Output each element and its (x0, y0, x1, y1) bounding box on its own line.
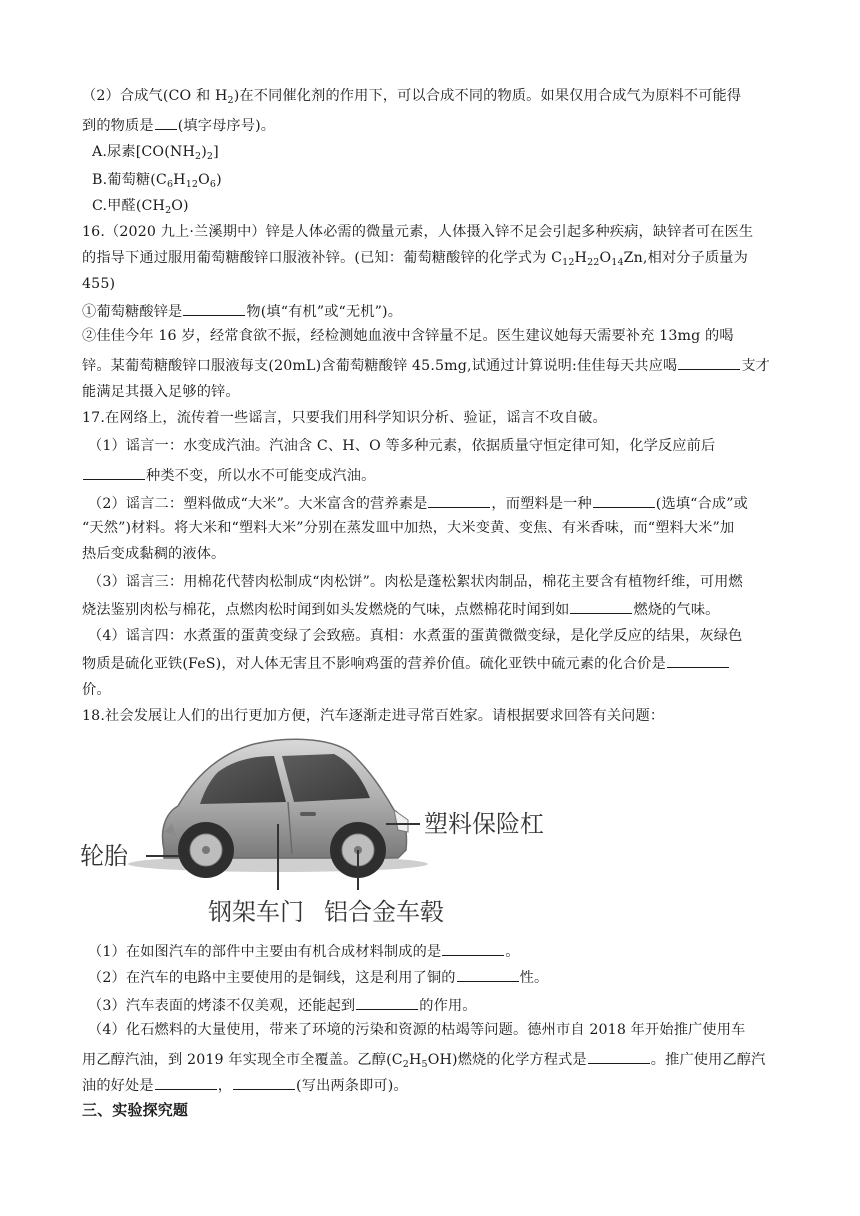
label-tire: 轮胎 (80, 842, 128, 870)
car-figure (68, 732, 568, 932)
q17-3-line2: 烧法鉴别肉松与棉花，点燃肉松时闻到如头发燃烧的气味，点燃棉花时闻到如 燃烧的气味。 (82, 598, 720, 620)
rear-wheel (178, 822, 234, 878)
q18-4-line2: 用乙醇汽油，到 2019 年实现全市全覆盖。乙醇$(C_2H_5OH)$燃烧的化学方程式是 。推广使用乙醇汽 (82, 1048, 765, 1070)
option-b: B.葡萄糖$(C_6H_{12}O_6)$ (92, 172, 222, 190)
answer-blank[interactable] (588, 1048, 650, 1064)
answer-blank[interactable] (570, 598, 632, 614)
q15-2-line1: （2）合成气(CO 和 $H_2$)在不同催化剂的作用下，可以合成不同的物质。如果仅用合成气为原料不可能得 (82, 88, 742, 106)
answer-blank[interactable] (356, 994, 418, 1010)
answer-blank[interactable] (667, 652, 729, 668)
answer-blank[interactable] (183, 300, 245, 316)
answer-blank[interactable] (83, 464, 145, 480)
answer-blank[interactable] (428, 492, 490, 508)
q16-item2-line3: 能满足其摄入足够的锌。 (82, 384, 240, 400)
q16-item2-line2: 锌。某葡萄糖酸锌口服液每支(20mL)含葡萄糖酸锌 45.5mg,试通过计算说明:佳佳每天共应喝 支才 (82, 354, 770, 376)
answer-blank[interactable] (442, 940, 504, 956)
q18-1: （1）在如图汽车的部件中主要由有机合成材料制成的是 。 (88, 940, 520, 962)
q17-2-line1: （2）谣言二：塑料做成“大米”。大米富含的营养素是 ，而塑料是一种 (选填“合成”或 (88, 492, 748, 514)
answer-blank[interactable] (155, 1074, 217, 1090)
q17-2-line3: 热后变成黏稠的液体。 (82, 546, 226, 562)
q17-1-line2: 种类不变，所以水不可能变成汽油。 (82, 464, 375, 486)
label-door: 钢架车门 (208, 898, 304, 926)
q15-2-line2: 到的物质是 (填字母序号)。 (82, 114, 275, 136)
q18-2: （2）在汽车的电路中主要使用的是铜线，这是利用了铜的 性。 (88, 966, 548, 988)
q16-line1: 16.（2020 九上·兰溪期中）锌是人体必需的微量元素，人体摄入锌不足会引起多种疾病，缺锌者可在医生 (82, 224, 754, 240)
q16-item2-line1: ②佳佳今年 16 岁，经常食欲不振，经检测她血液中含锌量不足。医生建议她每天需要补充 13mg 的喝 (82, 328, 734, 344)
label-hub: 铝合金车毂 (324, 898, 444, 926)
q17-stem: 17.在网络上，流传着一些谣言，只要我们用科学知识分析、验证，谣言不攻自破。 (82, 410, 607, 426)
q18-4-line1: （4）化石燃料的大量使用，带来了环境的污染和资源的枯竭等问题。德州市自 2018 年开始推广使用车 (88, 1022, 746, 1038)
q18-stem: 18.社会发展让人们的出行更加方便，汽车逐渐走进寻常百姓家。请根据要求回答有关问题： (82, 708, 665, 724)
answer-blank[interactable] (457, 966, 519, 982)
q17-2-line2: “天然”)材料。将大米和“塑料大米”分别在蒸发皿中加热，大米变黄、变焦、有米香味，而“塑料大米”加 (82, 520, 735, 536)
q16-line3: 455) (82, 276, 116, 292)
option-c: C.甲醛$(CH_2O)$ (92, 198, 189, 216)
q16-item1: ①葡萄糖酸锌是 物(填“有机”或“无机”)。 (82, 300, 402, 322)
q17-3-line1: （3）谣言三：用棉花代替肉松制成“肉松饼”。肉松是蓬松絮状肉制品，棉花主要含有植物纤维，可用燃 (88, 574, 743, 590)
q17-4-line3: 价。 (82, 682, 111, 698)
car-illustration (68, 732, 568, 932)
q18-3: （3）汽车表面的烤漆不仅美观，还能起到 的作用。 (88, 994, 477, 1016)
option-a: A.尿素$[CO(NH_2)_2]$ (92, 144, 219, 162)
answer-blank[interactable] (678, 354, 740, 370)
answer-blank[interactable] (593, 492, 655, 508)
car-window-rear (200, 756, 286, 804)
section-heading: 三、实验探究题 (82, 1101, 189, 1119)
q17-4-line2: 物质是硫化亚铁(FeS)，对人体无害且不影响鸡蛋的营养价值。硫化亚铁中硫元素的化合价是 (82, 652, 730, 674)
q16-line2: 的指导下通过服用葡萄糖酸锌口服液补锌。(已知：葡萄糖酸锌的化学式为 $C_{12}H_{22}O_{14}Zn$,相对分子质量为 (82, 250, 748, 268)
answer-blank[interactable] (233, 1074, 295, 1090)
q18-4-line3: 油的好处是 ， (写出两条即可)。 (82, 1074, 408, 1096)
q17-4-line1: （4）谣言四：水煮蛋的蛋黄变绿了会致癌。真相：水煮蛋的蛋黄微微变绿，是化学反应的结果，灰绿色 (88, 628, 743, 644)
door-handle (300, 812, 316, 816)
label-bumper: 塑料保险杠 (424, 810, 544, 838)
answer-blank[interactable] (155, 114, 177, 130)
q17-1-line1: （1）谣言一：水变成汽油。汽油含 C、H、O 等多种元素，依据质量守恒定律可知，化学反应前后 (88, 438, 716, 454)
